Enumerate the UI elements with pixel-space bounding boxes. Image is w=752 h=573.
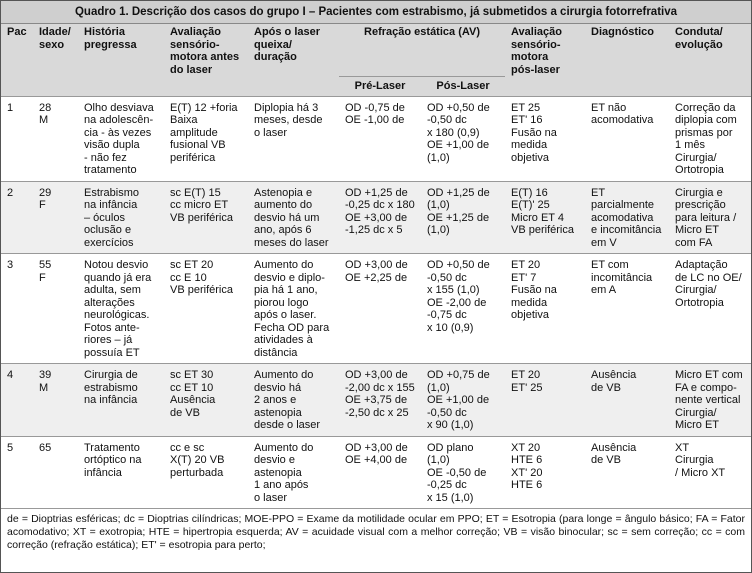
cell-pac: 5 xyxy=(1,436,33,508)
header-pos-laser: Pós-Laser xyxy=(421,77,505,97)
header-refracao: Refração estática (AV) xyxy=(339,24,505,77)
header-avaliacao-pos: Avaliação sensório- motora pós-laser xyxy=(505,24,585,96)
cell-conduta: Correção da diplopia com prismas por 1 mês Cirurgia/ Ortotropia xyxy=(669,96,751,181)
cell-pos-laser: OD plano (1,0) OE -0,50 de -0,25 dc x 15 (1,0) xyxy=(421,436,505,508)
cell-apos: Aumento do desvio e diplo- pia há 1 ano, piorou logo após o laser. Fecha OD para atividades à distância xyxy=(248,254,339,364)
cell-pos-laser: OD +0,50 de -0,50 dc x 180 (0,9) OE +1,00 de (1,0) xyxy=(421,96,505,181)
cell-conduta: Adaptação de LC no OE/ Cirurgia/ Ortotropia xyxy=(669,254,751,364)
cell-avaliacao-antes: E(T) 12 +foria Baixa amplitude fusional VB periférica xyxy=(164,96,248,181)
cell-historia: Cirurgia de estrabismo na infância xyxy=(78,364,164,437)
cell-avaliacao-antes: sc ET 20 cc E 10 VB periférica xyxy=(164,254,248,364)
header-apos-laser: Após o laser queixa/ duração xyxy=(248,24,339,96)
cell-pac: 3 xyxy=(1,254,33,364)
cell-pre-laser: OD +3,00 de OE +2,25 de xyxy=(339,254,421,364)
table-row xyxy=(1,181,751,254)
cell-pre-laser: OD -0,75 de OE -1,00 de xyxy=(339,96,421,181)
cell-pos-laser: OD +0,50 de -0,50 dc x 155 (1,0) OE -2,00 de -0,75 dc x 10 (0,9) xyxy=(421,254,505,364)
cell-diagnostico: ET parcialmente acomodativa e incomitância em V xyxy=(585,181,669,254)
cell-pac: 4 xyxy=(1,364,33,437)
cell-pre-laser: OD +3,00 de -2,00 dc x 155 OE +3,75 de -2,50 dc x 25 xyxy=(339,364,421,437)
cell-historia: Tratamento ortóptico na infância xyxy=(78,436,164,508)
cell-avaliacao-pos: ET 25 ET' 16 Fusão na medida objetiva xyxy=(505,96,585,181)
cell-conduta: XT Cirurgia / Micro XT xyxy=(669,436,751,508)
header-diagnostico: Diagnóstico xyxy=(585,24,669,96)
cell-diagnostico: Ausência de VB xyxy=(585,364,669,437)
cell-historia: Notou desvio quando já era adulta, sem alterações neurológicas. Fotos ante- riores – já possuía ET xyxy=(78,254,164,364)
table-row xyxy=(1,364,751,437)
header-pac: Pac xyxy=(1,24,33,96)
cell-pre-laser: OD +1,25 de -0,25 dc x 180 OE +3,00 de -1,25 dc x 5 xyxy=(339,181,421,254)
cell-diagnostico: ET não acomodativa xyxy=(585,96,669,181)
header-conduta: Conduta/ evolução xyxy=(669,24,751,96)
cell-avaliacao-pos: ET 20 ET' 25 xyxy=(505,364,585,437)
cell-apos: Diplopia há 3 meses, desde o laser xyxy=(248,96,339,181)
cell-historia: Olho desviava na adolescên- cia - às vezes visão dupla - não fez tratamento xyxy=(78,96,164,181)
header-historia: História pregressa xyxy=(78,24,164,96)
cell-diagnostico: ET com incomitância em A xyxy=(585,254,669,364)
cell-pos-laser: OD +1,25 de (1,0) OE +1,25 de (1,0) xyxy=(421,181,505,254)
cell-conduta: Micro ET com FA e compo- nente vertical Cirurgia/ Micro ET xyxy=(669,364,751,437)
table-footnote: de = Dioptrias esféricas; dc = Dioptrias cilíndricas; MOE-PPO = Exame da motilidade ocular em PPO; ET = Esotropia (para longe = ângulo básico; FA = Fator acomodativo; XT = exotropia; HTE = hipertropia esquerda; AV = acuidade visual com a melhor correção; VB = visão binocular; sc = sem correção; cc = com correção (refração estática); ET' = esotropia para perto; xyxy=(1,508,751,556)
cell-avaliacao-antes: sc ET 30 cc ET 10 Ausência de VB xyxy=(164,364,248,437)
cell-pac: 1 xyxy=(1,96,33,181)
table-title: Quadro 1. Descrição dos casos do grupo I – Pacientes com estrabismo, já submetidos a cirurgia fotorrefrativa xyxy=(1,1,751,24)
cell-idade: 55 F xyxy=(33,254,78,364)
cell-pac: 2 xyxy=(1,181,33,254)
table-row xyxy=(1,436,751,508)
cell-idade: 29 F xyxy=(33,181,78,254)
cell-apos: Aumento do desvio há 2 anos e astenopia desde o laser xyxy=(248,364,339,437)
cases-table xyxy=(1,24,751,508)
header-idade: Idade/ sexo xyxy=(33,24,78,96)
cell-avaliacao-pos: XT 20 HTE 6 XT' 20 HTE 6 xyxy=(505,436,585,508)
cell-avaliacao-pos: E(T) 16 E(T)' 25 Micro ET 4 VB periférica xyxy=(505,181,585,254)
cell-avaliacao-antes: cc e sc X(T) 20 VB perturbada xyxy=(164,436,248,508)
cell-diagnostico: Ausência de VB xyxy=(585,436,669,508)
cell-historia: Estrabismo na infância – óculos oclusão e exercícios xyxy=(78,181,164,254)
cell-pos-laser: OD +0,75 de (1,0) OE +1,00 de -0,50 dc x 90 (1,0) xyxy=(421,364,505,437)
cell-idade: 28 M xyxy=(33,96,78,181)
cell-idade: 39 M xyxy=(33,364,78,437)
header-avaliacao-antes: Avaliação sensório- motora antes do laser xyxy=(164,24,248,96)
cell-avaliacao-pos: ET 20 ET' 7 Fusão na medida objetiva xyxy=(505,254,585,364)
header-pre-laser: Pré-Laser xyxy=(339,77,421,97)
cell-apos: Aumento do desvio e astenopia 1 ano após o laser xyxy=(248,436,339,508)
cell-avaliacao-antes: sc E(T) 15 cc micro ET VB periférica xyxy=(164,181,248,254)
table-row xyxy=(1,254,751,364)
cell-apos: Astenopia e aumento do desvio há um ano, após 6 meses do laser xyxy=(248,181,339,254)
cell-idade: 65 xyxy=(33,436,78,508)
cell-conduta: Cirurgia e prescrição para leitura / Micro ET com FA xyxy=(669,181,751,254)
table-row xyxy=(1,96,751,181)
cell-pre-laser: OD +3,00 de OE +4,00 de xyxy=(339,436,421,508)
